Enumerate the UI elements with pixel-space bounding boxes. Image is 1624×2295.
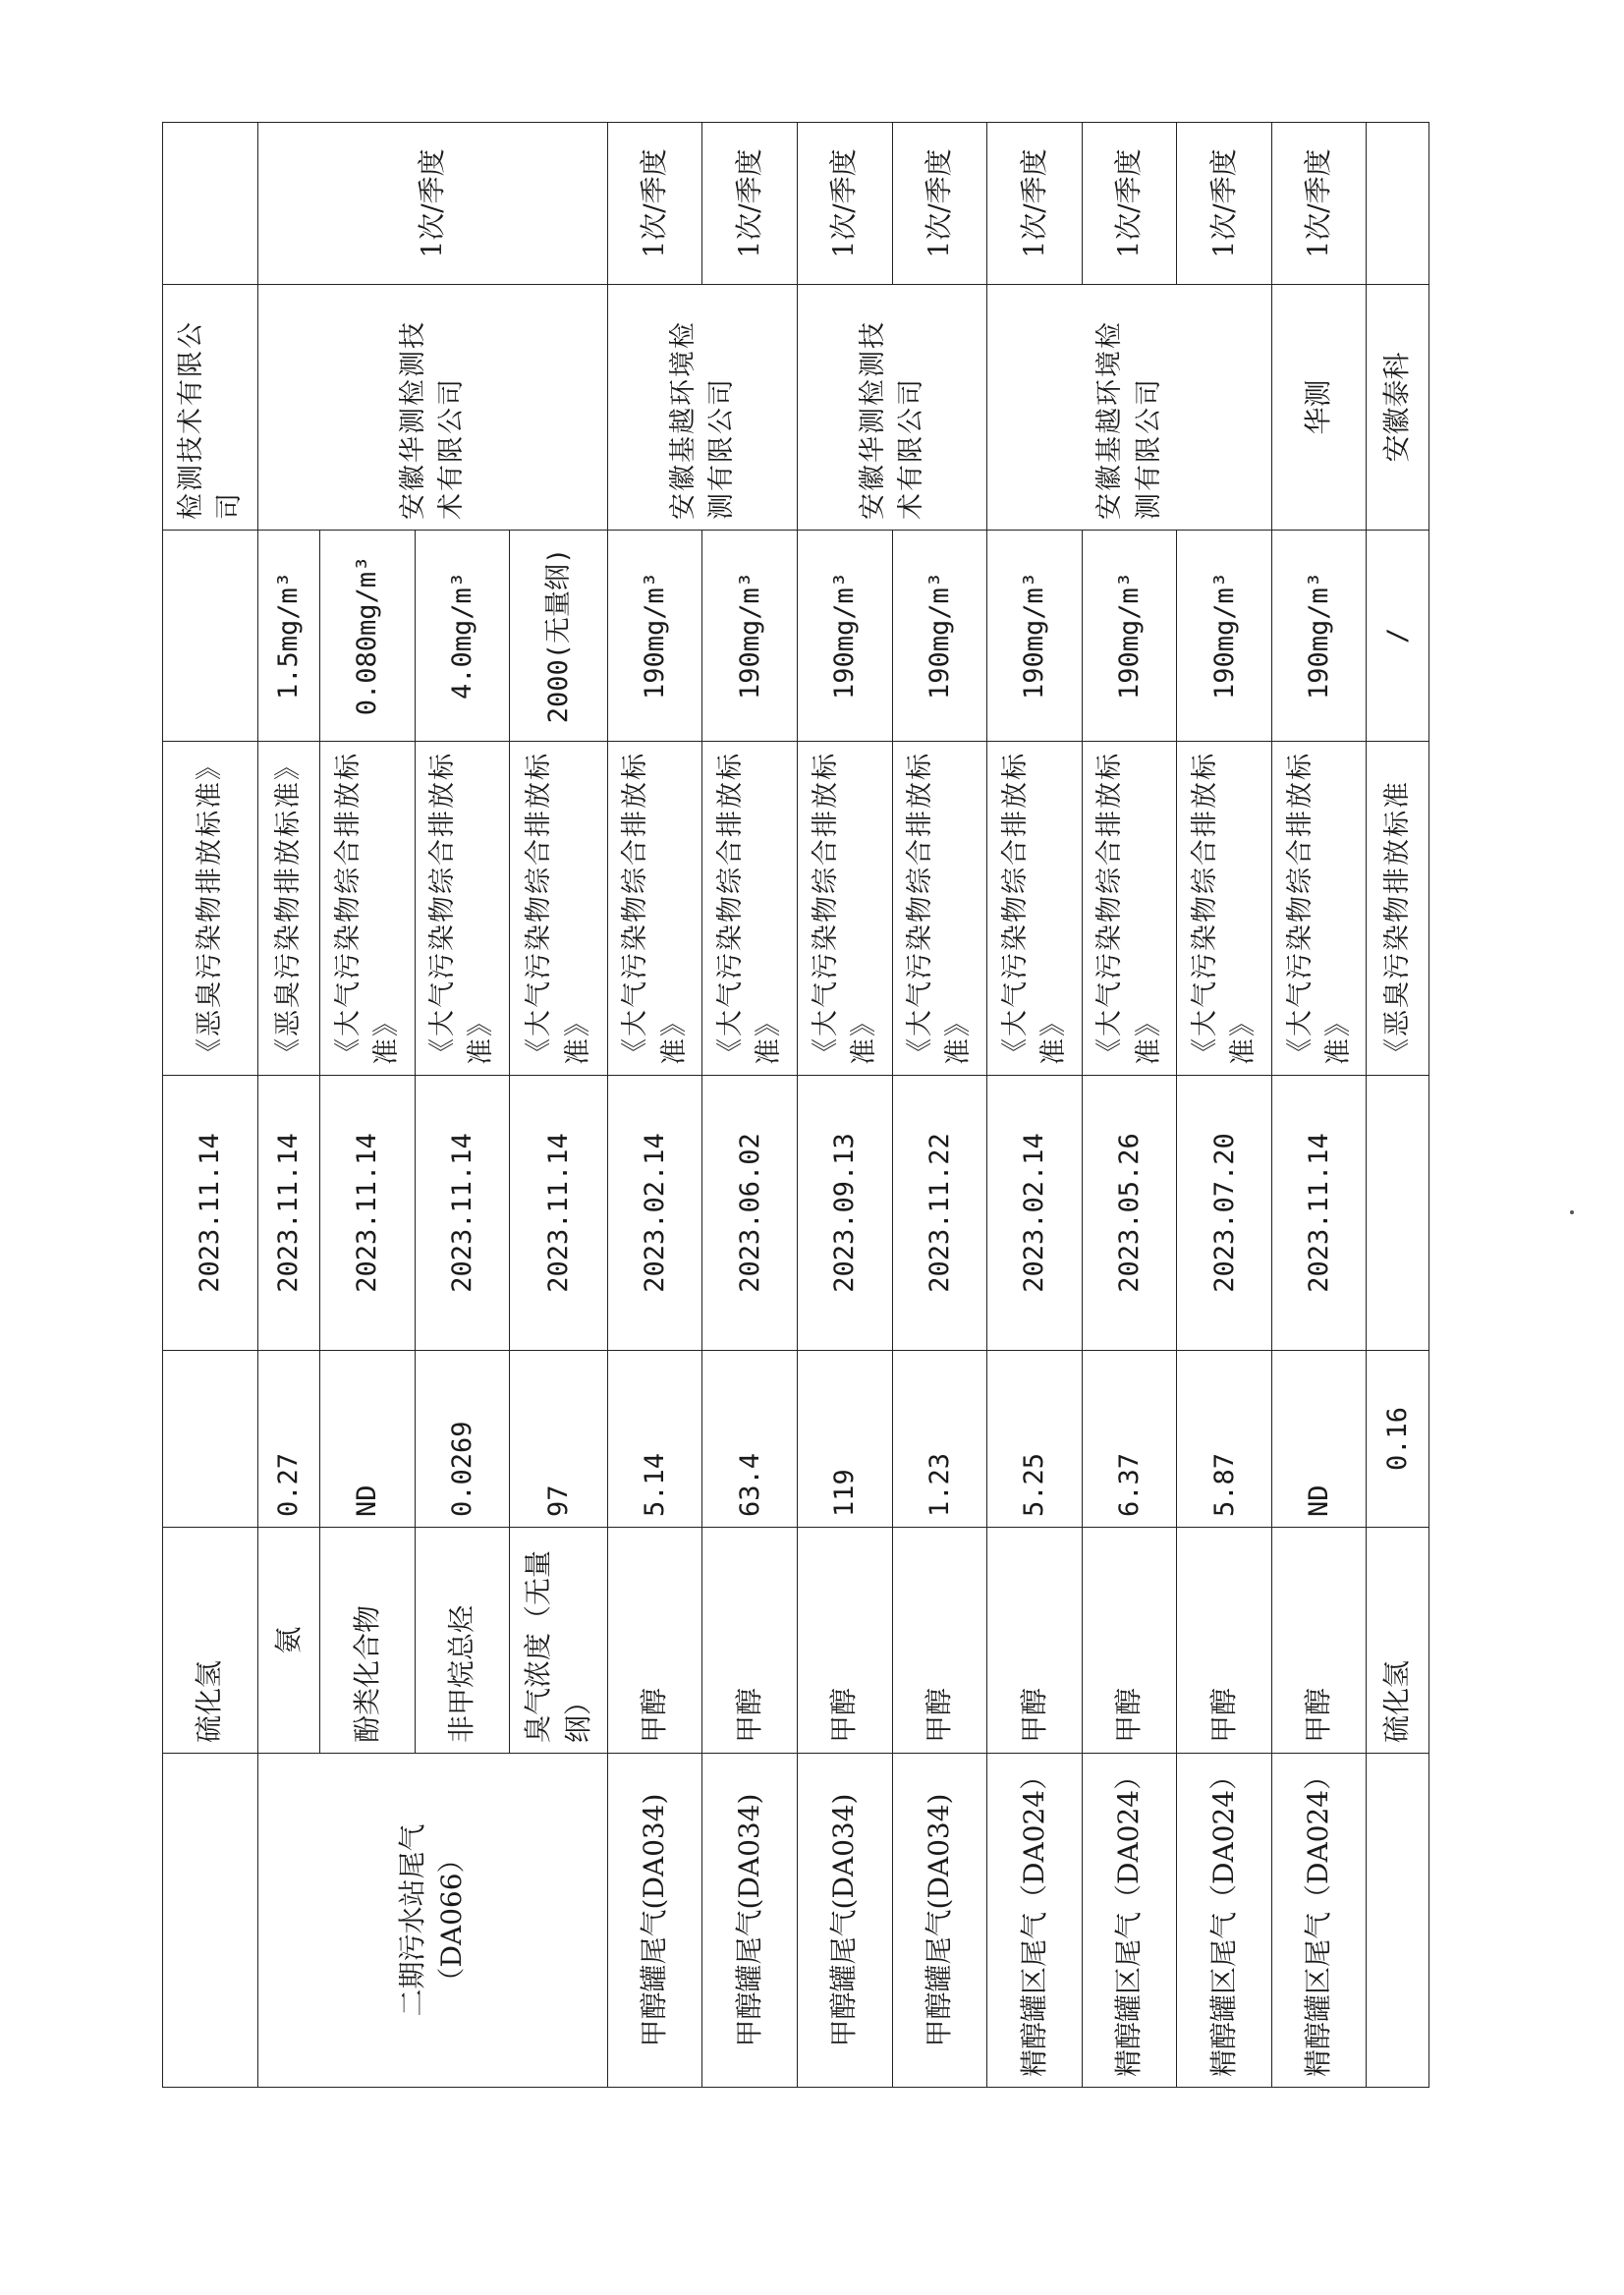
agency-cell: 检测技术有限公司 xyxy=(163,285,258,531)
date-cell: 2023.11.14 xyxy=(415,1076,510,1351)
result-cell: 1.23 xyxy=(892,1351,987,1528)
result-cell: 0.27 xyxy=(257,1351,319,1528)
frequency-cell: 1次/季度 xyxy=(987,123,1083,285)
scan-mark xyxy=(1570,1210,1574,1214)
limit-cell: 4.0mg/m³ xyxy=(415,531,510,742)
standard-cell: 《恶臭污染物排放标准》 xyxy=(257,742,319,1076)
standard-cell: 《大气污染物综合排放标准》 xyxy=(798,742,893,1076)
standard-cell: 《恶臭污染物排放标准》 xyxy=(163,742,258,1076)
pollutant-cell: 非甲烷总烃 xyxy=(415,1528,510,1754)
result-cell: 0.0269 xyxy=(415,1351,510,1528)
pollutant-cell: 甲醇 xyxy=(607,1528,702,1754)
source-cell: 甲醇罐尾气(DA034) xyxy=(798,1754,893,2088)
result-cell: 63.4 xyxy=(702,1351,798,1528)
standard-cell: 《大气污染物综合排放标准》 xyxy=(607,742,702,1076)
agency-cell: 安徽华测检测技术有限公司 xyxy=(257,285,607,531)
standard-cell: 《大气污染物综合排放标准》 xyxy=(415,742,510,1076)
date-cell: 2023.02.14 xyxy=(607,1076,702,1351)
frequency-cell: 1次/季度 xyxy=(798,123,893,285)
agency-cell: 安徽基越环境检测有限公司 xyxy=(607,285,797,531)
source-cell: 精醇罐区尾气（DA024） xyxy=(1177,1754,1272,2088)
pollutant-cell: 甲醇 xyxy=(1271,1528,1367,1754)
pollutant-cell: 甲醇 xyxy=(1082,1528,1177,1754)
standard-cell: 《大气污染物综合排放标准》 xyxy=(1082,742,1177,1076)
limit-cell: 190mg/m³ xyxy=(702,531,798,742)
limit-cell: 190mg/m³ xyxy=(798,531,893,742)
date-cell xyxy=(1367,1076,1429,1351)
frequency-cell: 1次/季度 xyxy=(257,123,607,285)
limit-cell: 190mg/m³ xyxy=(607,531,702,742)
standard-cell: 《恶臭污染物排放标准 xyxy=(1367,742,1429,1076)
date-cell: 2023.11.14 xyxy=(163,1076,258,1351)
limit-cell: 190mg/m³ xyxy=(1082,531,1177,742)
source-cell: 甲醇罐尾气(DA034) xyxy=(607,1754,702,2088)
result-cell: 97 xyxy=(510,1351,608,1528)
pollutant-cell: 硫化氢 xyxy=(1367,1528,1429,1754)
monitoring-table xyxy=(162,122,1429,2088)
agency-cell: 安徽泰科 xyxy=(1367,285,1429,531)
result-cell: 0.16 xyxy=(1367,1351,1429,1528)
frequency-cell: 1次/季度 xyxy=(1177,123,1272,285)
source-cell: 甲醇罐尾气(DA034) xyxy=(702,1754,798,2088)
table-row xyxy=(1367,123,1429,2088)
agency-cell: 华测 xyxy=(1271,285,1367,531)
source-cell: 甲醇罐尾气(DA034) xyxy=(892,1754,987,2088)
pollutant-cell: 臭气浓度（无量纲） xyxy=(510,1528,608,1754)
table-row xyxy=(987,123,1083,2088)
table-row xyxy=(798,123,893,2088)
source-cell: 精醇罐区尾气（DA024） xyxy=(1271,1754,1367,2088)
limit-cell xyxy=(163,531,258,742)
date-cell: 2023.11.22 xyxy=(892,1076,987,1351)
standard-cell: 《大气污染物综合排放标准》 xyxy=(892,742,987,1076)
pollutant-cell: 氨 xyxy=(257,1528,319,1754)
agency-cell: 安徽华测检测技术有限公司 xyxy=(798,285,987,531)
frequency-cell: 1次/季度 xyxy=(1082,123,1177,285)
date-cell: 2023.02.14 xyxy=(987,1076,1083,1351)
pollutant-cell: 硫化氢 xyxy=(163,1528,258,1754)
standard-cell: 《大气污染物综合排放标准》 xyxy=(702,742,798,1076)
source-cell: 二期污水站尾气（DA066） xyxy=(257,1754,607,2088)
table-row xyxy=(1271,123,1367,2088)
result-cell: 5.87 xyxy=(1177,1351,1272,1528)
date-cell: 2023.06.02 xyxy=(702,1076,798,1351)
pollutant-cell: 甲醇 xyxy=(987,1528,1083,1754)
table-row xyxy=(607,123,702,2088)
table-row xyxy=(163,123,258,2088)
result-cell: 5.14 xyxy=(607,1351,702,1528)
standard-cell: 《大气污染物综合排放标准》 xyxy=(320,742,416,1076)
frequency-cell: 1次/季度 xyxy=(1271,123,1367,285)
monitoring-table-sheet xyxy=(162,123,1429,2088)
date-cell: 2023.09.13 xyxy=(798,1076,893,1351)
limit-cell: 190mg/m³ xyxy=(1177,531,1272,742)
agency-cell: 安徽基越环境检测有限公司 xyxy=(987,285,1272,531)
frequency-cell xyxy=(163,123,258,285)
standard-cell: 《大气污染物综合排放标准》 xyxy=(510,742,608,1076)
date-cell: 2023.11.14 xyxy=(257,1076,319,1351)
pollutant-cell: 酚类化合物 xyxy=(320,1528,416,1754)
source-cell xyxy=(1367,1754,1429,2088)
pollutant-cell: 甲醇 xyxy=(798,1528,893,1754)
limit-cell: / xyxy=(1367,531,1429,742)
result-cell: 5.25 xyxy=(987,1351,1083,1528)
limit-cell: 190mg/m³ xyxy=(1271,531,1367,742)
source-cell: 精醇罐区尾气（DA024） xyxy=(1082,1754,1177,2088)
source-cell: 精醇罐区尾气（DA024） xyxy=(987,1754,1083,2088)
limit-cell: 1.5mg/m³ xyxy=(257,531,319,742)
frequency-cell: 1次/季度 xyxy=(892,123,987,285)
date-cell: 2023.07.20 xyxy=(1177,1076,1272,1351)
pollutant-cell: 甲醇 xyxy=(702,1528,798,1754)
standard-cell: 《大气污染物综合排放标准》 xyxy=(1271,742,1367,1076)
date-cell: 2023.11.14 xyxy=(1271,1076,1367,1351)
date-cell: 2023.11.14 xyxy=(320,1076,416,1351)
result-cell: 6.37 xyxy=(1082,1351,1177,1528)
date-cell: 2023.05.26 xyxy=(1082,1076,1177,1351)
limit-cell: 190mg/m³ xyxy=(892,531,987,742)
rotated-page xyxy=(162,123,1429,2088)
date-cell: 2023.11.14 xyxy=(510,1076,608,1351)
result-cell: ND xyxy=(320,1351,416,1528)
limit-cell: 2000(无量纲) xyxy=(510,531,608,742)
limit-cell: 0.080mg/m³ xyxy=(320,531,416,742)
frequency-cell: 1次/季度 xyxy=(702,123,798,285)
result-cell xyxy=(163,1351,258,1528)
frequency-cell xyxy=(1367,123,1429,285)
standard-cell: 《大气污染物综合排放标准》 xyxy=(987,742,1083,1076)
frequency-cell: 1次/季度 xyxy=(607,123,702,285)
limit-cell: 190mg/m³ xyxy=(987,531,1083,742)
source-cell xyxy=(163,1754,258,2088)
pollutant-cell: 甲醇 xyxy=(1177,1528,1272,1754)
result-cell: ND xyxy=(1271,1351,1367,1528)
table-row xyxy=(257,123,319,2088)
result-cell: 119 xyxy=(798,1351,893,1528)
standard-cell: 《大气污染物综合排放标准》 xyxy=(1177,742,1272,1076)
pollutant-cell: 甲醇 xyxy=(892,1528,987,1754)
